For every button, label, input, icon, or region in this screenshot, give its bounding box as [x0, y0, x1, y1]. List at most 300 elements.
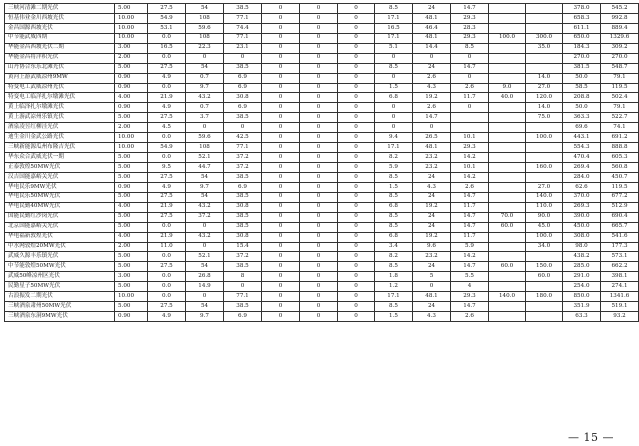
cell-c5: 6.9: [224, 83, 262, 93]
cell-c4: 43.2: [186, 202, 224, 212]
cell-c3: 0.0: [148, 282, 186, 292]
cell-c13: 75.0: [526, 113, 563, 123]
cell-c5: 6.9: [224, 312, 262, 322]
cell-c3: 4.9: [148, 182, 186, 192]
cell-c5: 0: [224, 282, 262, 292]
cell-c3: 27.5: [148, 212, 186, 222]
cell-c11: 14.2: [451, 153, 489, 163]
cell-c10: 19.2: [413, 232, 451, 242]
cell-c8: 0: [338, 153, 375, 163]
cell-cap: 0.90: [115, 103, 148, 113]
table-row: [5, 33, 639, 43]
cell-c5: 0: [224, 123, 262, 133]
cell-c5: 74.4: [224, 23, 262, 33]
cell-c5: 38.5: [224, 63, 262, 73]
cell-c9: 0: [375, 103, 413, 113]
cell-c14: 270.0: [563, 53, 601, 63]
cell-c9: 17.1: [375, 292, 413, 302]
cell-name: 黄河上游武威凉州9MW: [5, 73, 115, 83]
cell-c14: 58.5: [563, 83, 601, 93]
cell-c6: 0: [262, 53, 300, 63]
cell-c8: 0: [338, 222, 375, 232]
cell-c11: 2.6: [451, 312, 489, 322]
cell-c9: 0: [375, 113, 413, 123]
cell-c14: 98.0: [563, 242, 601, 252]
cell-c6: 0: [262, 172, 300, 182]
cell-c9: 0: [375, 73, 413, 83]
cell-c4: 108: [186, 143, 224, 153]
cell-c11: 10.1: [451, 163, 489, 173]
cell-c6: 0: [262, 83, 300, 93]
cell-c10: 24: [413, 222, 451, 232]
cell-cap: 10.00: [115, 143, 148, 153]
cell-c8: 0: [338, 73, 375, 83]
cell-c11: 14.2: [451, 172, 489, 182]
cell-cap: 5.00: [115, 113, 148, 123]
cell-c8: 0: [338, 272, 375, 282]
cell-c3: 27.5: [148, 262, 186, 272]
cell-c4: 54: [186, 302, 224, 312]
table-row: [5, 312, 639, 322]
cell-c14: 351.9: [563, 302, 601, 312]
cell-c5: 38.5: [224, 222, 262, 232]
cell-c9: 8.5: [375, 4, 413, 14]
cell-c4: 59.6: [186, 23, 224, 33]
cell-c10: 14.4: [413, 43, 451, 53]
cell-name: 山丹协合东乐北滩光伏: [5, 63, 115, 73]
cell-cap: 10.00: [115, 13, 148, 23]
cell-c6: 0: [262, 242, 300, 252]
cell-c9: 1.2: [375, 282, 413, 292]
cell-c4: 44.7: [186, 163, 224, 173]
cell-name: 北京国能嘉峪关光伏: [5, 222, 115, 232]
cell-c3: 4.5: [148, 123, 186, 133]
cell-c12: 40.0: [489, 93, 526, 103]
cell-c14: 269.4: [563, 163, 601, 173]
cell-c10: 46.4: [413, 23, 451, 33]
cell-c10: 19.2: [413, 202, 451, 212]
cell-c14: 438.2: [563, 252, 601, 262]
cell-c15: 79.1: [601, 103, 639, 113]
cell-c5: 23.1: [224, 43, 262, 53]
cell-c4: 0: [186, 242, 224, 252]
cell-c3: 21.9: [148, 202, 186, 212]
cell-cap: 5.00: [115, 192, 148, 202]
cell-cap: 4.00: [115, 202, 148, 212]
cell-c11: 0: [451, 73, 489, 83]
table-row: [5, 182, 639, 192]
table-row: [5, 103, 639, 113]
cell-c4: 54: [186, 172, 224, 182]
table-row: [5, 292, 639, 302]
cell-name: 中节能敦煌50MW光伏: [5, 262, 115, 272]
cell-c3: 16.5: [148, 43, 186, 53]
cell-c13: 100.0: [526, 232, 563, 242]
cell-c15: 309.2: [601, 43, 639, 53]
cell-c9: 16.5: [375, 23, 413, 33]
cell-c6: 0: [262, 272, 300, 282]
cell-c6: 0: [262, 312, 300, 322]
cell-c13: 14.0: [526, 103, 563, 113]
cell-c14: 69.6: [563, 123, 601, 133]
cell-c14: 443.1: [563, 133, 601, 143]
cell-name: 武威50峰凉州区光伏: [5, 272, 115, 282]
cell-c12: [489, 103, 526, 113]
cell-c5: 77.1: [224, 143, 262, 153]
cell-c12: [489, 4, 526, 14]
cell-c10: 24: [413, 4, 451, 14]
table-row: [5, 192, 639, 202]
cell-c12: [489, 252, 526, 262]
cell-c12: [489, 272, 526, 282]
cell-c7: 0: [300, 172, 338, 182]
cell-c11: 5.9: [451, 242, 489, 252]
table-row: [5, 302, 639, 312]
cell-c11: 8.5: [451, 43, 489, 53]
cell-c8: 0: [338, 182, 375, 192]
cell-c9: 8.5: [375, 262, 413, 272]
cell-c14: 291.0: [563, 272, 601, 282]
cell-c10: 24: [413, 302, 451, 312]
cell-c10: 48.1: [413, 33, 451, 43]
cell-c11: 14.7: [451, 4, 489, 14]
cell-c11: 11.7: [451, 93, 489, 103]
cell-c4: 52.1: [186, 153, 224, 163]
cell-name: 恒基伟业金川西坡光伏: [5, 13, 115, 23]
cell-c3: 11.0: [148, 242, 186, 252]
cell-c7: 0: [300, 143, 338, 153]
cell-c7: 0: [300, 312, 338, 322]
cell-c6: 0: [262, 212, 300, 222]
cell-c4: 54: [186, 4, 224, 14]
cell-name: 华东众合武威光伏一期: [5, 153, 115, 163]
cell-c11: 5.5: [451, 272, 489, 282]
cell-c11: [451, 113, 489, 123]
cell-name: 三峡酒泉肃州50MW光伏: [5, 302, 115, 312]
cell-c14: 381.5: [563, 63, 601, 73]
cell-c9: 17.1: [375, 33, 413, 43]
cell-c4: 9.7: [186, 83, 224, 93]
cell-name: 古浪振发二期光伏: [5, 292, 115, 302]
cell-c5: 77.1: [224, 13, 262, 23]
cell-c8: 0: [338, 123, 375, 133]
table-row: [5, 73, 639, 83]
cell-c15: 560.8: [601, 163, 639, 173]
cell-cap: 5.00: [115, 252, 148, 262]
cell-c14: 62.6: [563, 182, 601, 192]
cell-c9: 1.5: [375, 312, 413, 322]
cell-c11: 29.3: [451, 33, 489, 43]
cell-c9: 1.5: [375, 83, 413, 93]
cell-c13: [526, 282, 563, 292]
cell-c11: 10.1: [451, 133, 489, 143]
cell-c4: 54: [186, 192, 224, 202]
table-row: [5, 13, 639, 23]
table-row: [5, 143, 639, 153]
cell-c12: [489, 13, 526, 23]
cell-c5: 42.5: [224, 133, 262, 143]
cell-c8: 0: [338, 262, 375, 272]
cell-c4: 0: [186, 292, 224, 302]
cell-c5: 37.2: [224, 252, 262, 262]
cell-c13: 150.0: [526, 262, 563, 272]
cell-c6: 0: [262, 73, 300, 83]
cell-c15: 992.8: [601, 13, 639, 23]
cell-c15: 662.2: [601, 262, 639, 272]
table-row: [5, 282, 639, 292]
cell-c7: 0: [300, 113, 338, 123]
cell-c9: 17.1: [375, 143, 413, 153]
cell-c12: [489, 143, 526, 153]
cell-c13: [526, 23, 563, 33]
cell-name: 汉吉国能嘉峪关光伏: [5, 172, 115, 182]
cell-c5: 38.5: [224, 262, 262, 272]
cell-name: 华电民乐50MW光伏: [5, 192, 115, 202]
cell-c3: 21.9: [148, 232, 186, 242]
cell-name: 华能金昌将洋积光伏: [5, 53, 115, 63]
cell-c12: [489, 73, 526, 83]
cell-c10: 0: [413, 123, 451, 133]
cell-c11: 14.7: [451, 212, 489, 222]
page-number: — 15 —: [568, 431, 614, 444]
cell-cap: 5.00: [115, 4, 148, 14]
cell-c14: 50.0: [563, 73, 601, 83]
cell-c7: 0: [300, 242, 338, 252]
cell-c14: 658.3: [563, 13, 601, 23]
cell-c10: 19.2: [413, 93, 451, 103]
cell-c5: 6.9: [224, 182, 262, 192]
cell-c3: 27.5: [148, 63, 186, 73]
cell-c9: 8.5: [375, 63, 413, 73]
cell-c6: 0: [262, 63, 300, 73]
table-row: [5, 53, 639, 63]
cell-c12: [489, 113, 526, 123]
cell-c11: 14.7: [451, 302, 489, 312]
cell-c5: 77.1: [224, 292, 262, 302]
cell-c8: 0: [338, 302, 375, 312]
cell-c8: 0: [338, 53, 375, 63]
cell-c11: 11.7: [451, 202, 489, 212]
cell-c13: 110.0: [526, 202, 563, 212]
cell-c11: 11.7: [451, 232, 489, 242]
cell-c9: 3.4: [375, 242, 413, 252]
cell-c13: [526, 13, 563, 23]
cell-c15: 270.0: [601, 53, 639, 63]
table-row: [5, 212, 639, 222]
cell-name: 迪生金川金武公路光伏: [5, 133, 115, 143]
cell-c4: 0: [186, 123, 224, 133]
cell-c6: 0: [262, 163, 300, 173]
cell-c12: [489, 242, 526, 252]
cell-name: 酒泉凌昱红柳洼光伏: [5, 123, 115, 133]
cell-c5: 8: [224, 272, 262, 282]
cell-name: 中节能武威四期: [5, 33, 115, 43]
cell-name: 华电民勤40MW光伏: [5, 202, 115, 212]
cell-c15: 522.7: [601, 113, 639, 123]
cell-c14: 554.3: [563, 143, 601, 153]
cell-name: 民勤星子50MW光伏: [5, 282, 115, 292]
cell-c12: 100.0: [489, 33, 526, 43]
cell-c7: 0: [300, 153, 338, 163]
table-row: [5, 93, 639, 103]
table-row: [5, 133, 639, 143]
cell-c9: 8.2: [375, 153, 413, 163]
table-row: [5, 163, 639, 173]
cell-c15: 74.1: [601, 123, 639, 133]
cell-c13: 27.0: [526, 83, 563, 93]
cell-c8: 0: [338, 83, 375, 93]
cell-c15: 519.1: [601, 302, 639, 312]
cell-c8: 0: [338, 113, 375, 123]
cell-c6: 0: [262, 182, 300, 192]
cell-c5: 30.8: [224, 232, 262, 242]
cell-c3: 0.0: [148, 272, 186, 282]
cell-c8: 0: [338, 143, 375, 153]
cell-c8: 0: [338, 212, 375, 222]
cell-name: 中水网敦煌20MW光伏: [5, 242, 115, 252]
cell-c8: 0: [338, 202, 375, 212]
cell-c15: 512.9: [601, 202, 639, 212]
cell-c15: 119.5: [601, 182, 639, 192]
cell-c3: 0.0: [148, 153, 186, 163]
table-row: [5, 272, 639, 282]
cell-c15: 1329.6: [601, 33, 639, 43]
cell-c6: 0: [262, 113, 300, 123]
cell-c13: 14.0: [526, 73, 563, 83]
cell-c10: 24: [413, 262, 451, 272]
cell-c6: 0: [262, 153, 300, 163]
cell-c15: 889.4: [601, 23, 639, 33]
cell-c9: 8.5: [375, 172, 413, 182]
cell-c6: 0: [262, 13, 300, 23]
cell-c10: 23.2: [413, 163, 451, 173]
cell-c10: 48.1: [413, 292, 451, 302]
cell-c3: 54.9: [148, 143, 186, 153]
cell-cap: 3.00: [115, 272, 148, 282]
cell-cap: 10.00: [115, 33, 148, 43]
cell-c7: 0: [300, 93, 338, 103]
cell-c4: 54: [186, 262, 224, 272]
cell-c5: 0: [224, 53, 262, 63]
cell-c15: 665.7: [601, 222, 639, 232]
cell-c9: 6.8: [375, 232, 413, 242]
cell-c6: 0: [262, 33, 300, 43]
cell-c10: 24: [413, 192, 451, 202]
cell-c6: 0: [262, 202, 300, 212]
cell-c14: 208.8: [563, 93, 601, 103]
cell-cap: 5.00: [115, 302, 148, 312]
cell-c12: [489, 133, 526, 143]
table-row: [5, 252, 639, 262]
cell-c14: 269.3: [563, 202, 601, 212]
table-row: [5, 232, 639, 242]
cell-c8: 0: [338, 312, 375, 322]
cell-c15: 450.7: [601, 172, 639, 182]
cell-name: 特变电工武威凉州光伏: [5, 83, 115, 93]
cell-name: 三峡河清滩二期光伏: [5, 4, 115, 14]
cell-c15: 548.7: [601, 63, 639, 73]
cell-c8: 0: [338, 282, 375, 292]
cell-c11: [451, 123, 489, 133]
table-row: [5, 83, 639, 93]
cell-c10: 2.6: [413, 73, 451, 83]
cell-c8: 0: [338, 4, 375, 14]
cell-c9: 1.8: [375, 272, 413, 282]
cell-c6: 0: [262, 143, 300, 153]
cell-c6: 0: [262, 292, 300, 302]
cell-cap: 5.00: [115, 282, 148, 292]
cell-c6: 0: [262, 302, 300, 312]
table-row: [5, 242, 639, 252]
cell-c10: 0: [413, 282, 451, 292]
table-row: [5, 43, 639, 53]
cell-c11: 28.3: [451, 23, 489, 33]
cell-name: 华能金昌西坡光伏二期: [5, 43, 115, 53]
cell-c10: 4.3: [413, 182, 451, 192]
cell-c3: 27.5: [148, 113, 186, 123]
cell-c12: [489, 63, 526, 73]
cell-c4: 0.7: [186, 73, 224, 83]
cell-c14: 184.3: [563, 43, 601, 53]
cell-c13: 100.0: [526, 133, 563, 143]
cell-c8: 0: [338, 192, 375, 202]
cell-c14: 378.0: [563, 4, 601, 14]
cell-c3: 9.5: [148, 163, 186, 173]
cell-c10: 14.7: [413, 113, 451, 123]
cell-cap: 10.00: [115, 23, 148, 33]
cell-c9: 6.8: [375, 93, 413, 103]
cell-c10: 48.1: [413, 13, 451, 23]
cell-c7: 0: [300, 252, 338, 262]
cell-c11: 29.3: [451, 292, 489, 302]
cell-c5: 37.2: [224, 153, 262, 163]
data-table: [4, 3, 639, 322]
cell-c12: [489, 232, 526, 242]
cell-c3: 4.9: [148, 73, 186, 83]
cell-c10: 24: [413, 172, 451, 182]
cell-c8: 0: [338, 252, 375, 262]
table-row: [5, 4, 639, 14]
cell-c14: 470.4: [563, 153, 601, 163]
cell-cap: 2.00: [115, 53, 148, 63]
cell-c3: 21.9: [148, 93, 186, 103]
table-row: [5, 153, 639, 163]
cell-cap: 3.00: [115, 43, 148, 53]
cell-c7: 0: [300, 73, 338, 83]
cell-c15: 119.5: [601, 83, 639, 93]
cell-c6: 0: [262, 192, 300, 202]
cell-name: 特变电工临洋扎尔墩滩光伏: [5, 93, 115, 103]
cell-c12: [489, 182, 526, 192]
cell-c13: 45.0: [526, 222, 563, 232]
cell-c7: 0: [300, 212, 338, 222]
cell-c14: 50.0: [563, 103, 601, 113]
cell-c11: 14.7: [451, 262, 489, 272]
cell-c7: 0: [300, 4, 338, 14]
cell-c4: 3.7: [186, 113, 224, 123]
cell-cap: 5.00: [115, 63, 148, 73]
cell-cap: 4.00: [115, 232, 148, 242]
cell-name: 国能民勤红沙岗光伏: [5, 212, 115, 222]
cell-c15: 93.2: [601, 312, 639, 322]
cell-c13: 120.0: [526, 93, 563, 103]
cell-c8: 0: [338, 63, 375, 73]
cell-c12: [489, 202, 526, 212]
cell-c10: 4.3: [413, 312, 451, 322]
cell-c10: 2.6: [413, 103, 451, 113]
table-row: [5, 222, 639, 232]
cell-c8: 0: [338, 23, 375, 33]
